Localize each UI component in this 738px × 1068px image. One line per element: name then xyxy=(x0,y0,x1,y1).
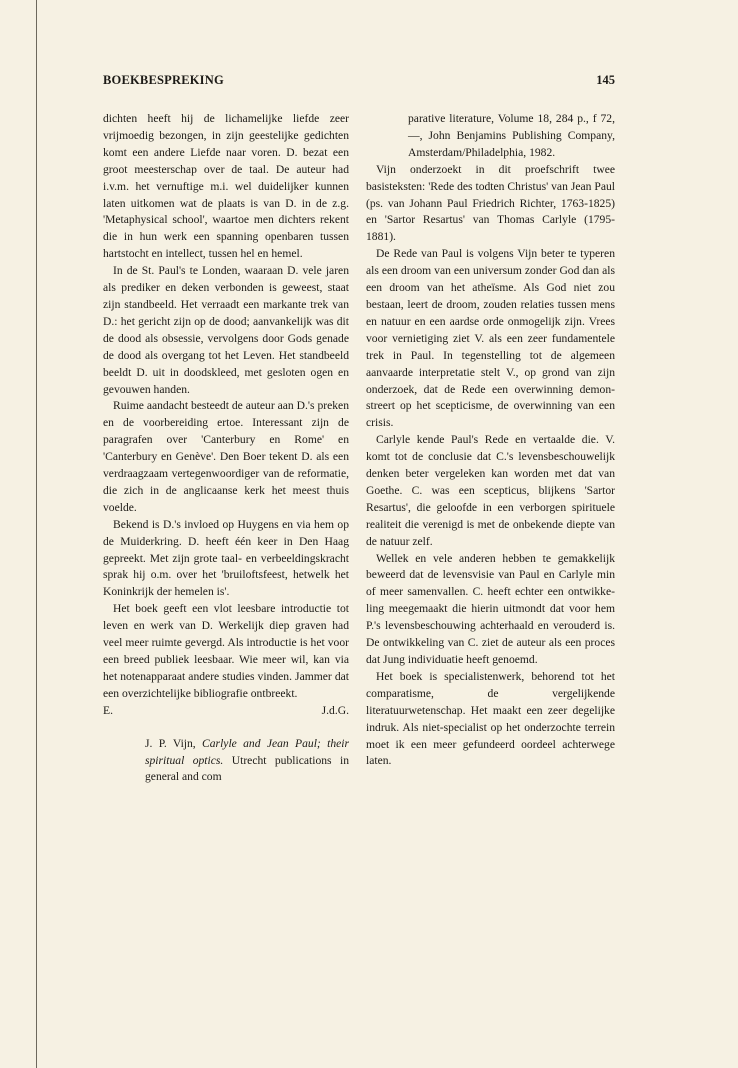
body-paragraph: In de St. Paul's te Londen, waaraan D. vele jaren als prediker en deken verbonden is geweest, staat zijn standbeeld. Het verraadt een markante trek van D.: het gericht zijn op de dood; aanvankelijk was dit de dood als obsessie, vervolgens door Gods genade de dood als overgang tot het Leven. Het standbeeld beeldt D. uit in doodskleed, met gesloten ogen en gevouwen handen. xyxy=(103,264,349,396)
right-column xyxy=(366,111,615,770)
body-paragraph: Ruime aandacht besteedt de auteur aan D.'s preken en de voorbereiding ertoe. Interessant zijn de paragrafen over 'Canterbury en Rome' en 'Canterbury en Genève'. Den Boer tekent D. als een verdraagzaam vertegenwoordiger van de reformatie, die zich in de anglicaanse kerk het meest thuis voelde. xyxy=(103,399,349,514)
body-paragraph: Bekend is D.'s invloed op Huygens en via hem op de Muiderkring. D. heeft één keer in Den Haag gepreekt. Met zijn grote taal- en verbeeldingskracht sprak hij o.m. over het 'bruiloftsfeest, hetwelk het Koninkrijk der hemelen is'. xyxy=(103,517,349,599)
citation-continuation: parative literature, Volume 18, 284 p., f 72,—, John Benjamins Publishing Company, Amsterdam/Philadelphia, 1982. xyxy=(408,112,615,159)
citation-details: Utrecht publications in general and com xyxy=(145,753,349,784)
body-paragraph: Vijn onderzoekt in dit proefschrift twee basisteksten: 'Rede des todten Christus' van Jean Paul (ps. van Johann Paul Friedrich Richter, 1763-1825) en 'Sartor Resartus' van Thomas Carlyle (1795-1881). xyxy=(366,162,615,244)
running-head: BOEKBESPREKING xyxy=(103,73,224,87)
page-number: 145 xyxy=(596,73,615,87)
signature-place: E. xyxy=(103,703,113,717)
signature-initials: J.d.G. xyxy=(321,703,349,717)
review-signature xyxy=(103,703,349,720)
body-paragraph: Het boek is specialistenwerk, behorend tot het comparatisme, de vergelijkende literatuurwetenschap. Het maakt een zeer degelijke indruk. Als niet-specialist op het onderzochte terrein moet ik een meer gefundeerd oordeel achterwege laten. xyxy=(366,669,615,768)
book-citation xyxy=(103,736,349,787)
left-column xyxy=(103,111,349,786)
body-paragraph: Het boek geeft een vlot leesbare introductie tot leven en werk van D. Werkelijk diep graven had veel meer ruimte gevergd. Als introductie is het voor een breed publiek leesbaar. Wie meer wil, kan via het notenapparaat andere studies vinden. Jammer dat een overzichtelijke bibliografie ontbreekt. xyxy=(103,602,349,700)
body-paragraph: dichten heeft hij de lichamelijke liefde zeer vrijmoedig bezongen, in zijn geestelijke gedichten komt een andere Liefde naar voren. D. bezat een groot meesterschap over de taal. De auteur had i.v.m. het vernuftige m.i. wel duidelijker kunnen laten uitkomen wat de plaats is van D. in de z.g. 'Metaphysical school', waartoe men dichters rekent die in hun werk een spanning openbaren tussen hartstocht en intellect, tussen hel en hemel. xyxy=(103,112,349,261)
body-paragraph: Wellek en vele anderen hebben te gemakkelijk beweerd dat de levensvisie van Paul en Carlyle min of meer samenvallen. C. heeft echter een ontwikkeling meegemaakt die hierin uitmondt dat voor hem P.'s levensbeschouwing achterhaald en verouderd is. De ontwikkeling van C. ziet de auteur als een proces dat Jung individuatie heeft genoemd. xyxy=(366,551,615,666)
citation-title: Carlyle and Jean Paul; their spiritual optics. xyxy=(145,736,349,767)
page-header xyxy=(103,73,615,89)
body-paragraph: Carlyle kende Paul's Rede en vertaalde die. V. komt tot de conclusie dat C.'s levensbeschouwelijk denken beter vergeleken kan worden met dat van Goethe. C. was een scepticus, blijkens 'Sartor Resartus', die geloofde in een verborgen spirituele realiteit die verenigd is met de onbekende diepte van de natuur zelf. xyxy=(366,433,615,548)
citation-author: J. P. Vijn, xyxy=(145,736,196,750)
body-paragraph: De Rede van Paul is volgens Vijn beter te typeren als een droom van een universum zonder God dan als een droom van het atheïsme. Als God niet zou bestaan, leert de droom, zouden relaties tussen mens en natuur en een aardse orde onmogelijk zijn. Vrees voor vernietiging ziet V. als een zeer fundamentele trek in Paul. In tegenstelling tot de algemeen aanvaarde interpretatie stelt V., op grond van zijn onderzoek, dat de Rede een overwinning demonstreert op het scepticisme, de overwinning van een crisis. xyxy=(366,247,615,430)
page-edge-line xyxy=(36,0,37,1068)
